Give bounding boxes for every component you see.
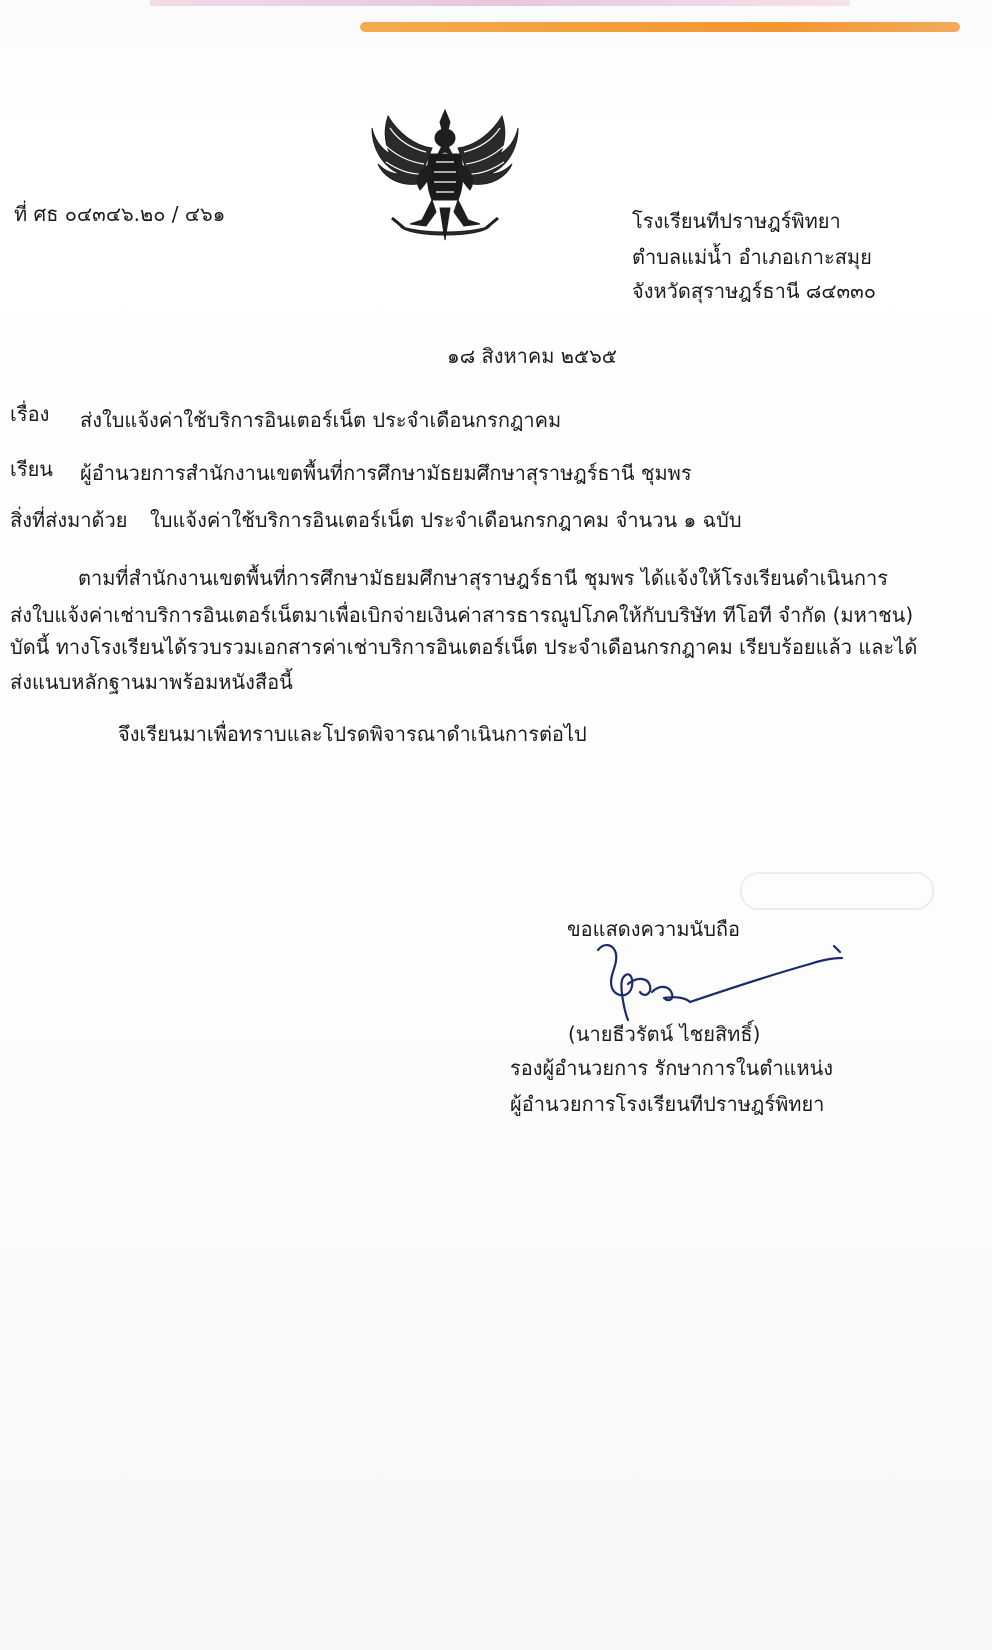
enclosure-label: สิ่งที่ส่งมาด้วย — [10, 508, 128, 532]
signer-title-line2: ผู้อำนวยการโรงเรียนทีปราษฎร์พิทยา — [510, 1092, 825, 1116]
recipient-text: ผู้อำนวยการสำนักงานเขตพื้นที่การศึกษามัธยมศึกษาสุราษฎร์ธานี ชุมพร — [80, 461, 692, 485]
body-line-1: ตามที่สำนักงานเขตพื้นที่การศึกษามัธยมศึกษาสุราษฎร์ธานี ชุมพร ได้แจ้งให้โรงเรียนดำเนินการ — [78, 566, 888, 590]
closing-paragraph: จึงเรียนมาเพื่อทราบและโปรดพิจารณาดำเนินการต่อไป — [118, 722, 587, 746]
top-color-edge — [150, 0, 850, 6]
letter-date: ๑๘ สิงหาคม ๒๕๖๕ — [447, 344, 617, 368]
sender-province-line: จังหวัดสุราษฎร์ธานี ๘๔๓๓๐ — [632, 279, 877, 303]
closing-salutation: ขอแสดงความนับถือ — [567, 917, 741, 941]
orange-folder-edge — [360, 22, 960, 32]
signer-name: (นายธีวรัตน์ ไชยสิทธิ์) — [568, 1022, 761, 1046]
faint-stamp-mark — [740, 872, 934, 910]
sender-school-name: โรงเรียนทีปราษฎร์พิทยา — [632, 209, 841, 233]
handwritten-signature-icon — [590, 940, 850, 1025]
garuda-emblem-icon — [370, 108, 520, 243]
sender-address-line: ตำบลแม่น้ำ อำเภอเกาะสมุย — [632, 245, 872, 269]
subject-text: ส่งใบแจ้งค่าใช้บริการอินเตอร์เน็ต ประจำเดือนกรกฎาคม — [80, 408, 562, 432]
body-line-2: ส่งใบแจ้งค่าเช่าบริการอินเตอร์เน็ตมาเพื่อเบิกจ่ายเงินค่าสารธารณูปโภคให้กับบริษัท ทีโอที จำกัด (มหาชน) — [10, 603, 914, 627]
subject-label: เรื่อง — [10, 402, 50, 426]
recipient-label: เรียน — [10, 457, 53, 481]
body-line-3: บัดนี้ ทางโรงเรียนได้รวบรวมเอกสารค่าเช่าบริการอินเตอร์เน็ต ประจำเดือนกรกฎาคม เรียบร้อยแล้ว และได้ — [10, 635, 918, 659]
body-line-4: ส่งแนบหลักฐานมาพร้อมหนังสือนี้ — [10, 670, 293, 694]
signer-title-line1: รองผู้อำนวยการ รักษาการในตำแหน่ง — [510, 1056, 834, 1080]
reference-number: ที่ ศธ ๐๔๓๔๖.๒๐ / ๔๖๑ — [14, 202, 226, 226]
enclosure-text: ใบแจ้งค่าใช้บริการอินเตอร์เน็ต ประจำเดือนกรกฎาคม จำนวน ๑ ฉบับ — [150, 508, 742, 532]
